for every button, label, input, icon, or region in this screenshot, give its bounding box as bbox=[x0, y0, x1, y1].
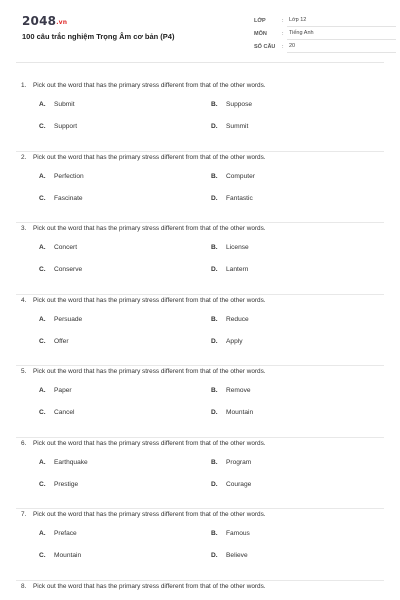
answer-option[interactable] bbox=[39, 409, 75, 416]
answer-option[interactable] bbox=[211, 266, 248, 273]
option-text: Program bbox=[226, 458, 252, 466]
worksheet-meta bbox=[254, 14, 396, 53]
answer-option[interactable] bbox=[211, 409, 253, 416]
option-letter: C. bbox=[39, 552, 46, 559]
question-item bbox=[16, 581, 384, 600]
answer-option[interactable] bbox=[211, 316, 249, 323]
question-text: Pick out the word that has the primary stress different from that of the other words. bbox=[33, 439, 266, 447]
question-number: 5. bbox=[21, 368, 27, 375]
option-text: Paper bbox=[54, 387, 72, 394]
question-number: 3. bbox=[21, 225, 27, 232]
option-text: Mountain bbox=[226, 409, 254, 416]
option-text: Preface bbox=[54, 530, 77, 537]
question-prompt bbox=[16, 581, 384, 590]
option-text: Remove bbox=[226, 387, 251, 394]
answer-option[interactable] bbox=[39, 316, 82, 323]
option-letter: D. bbox=[211, 552, 218, 559]
meta-value: 20 bbox=[287, 41, 396, 53]
question-text: Pick out the word that has the primary stress different from that of the other words. bbox=[33, 296, 266, 304]
question-text: Pick out the word that has the primary stress different from that of the other words. bbox=[33, 82, 266, 89]
option-letter: B. bbox=[211, 101, 218, 108]
answer-option[interactable] bbox=[211, 481, 251, 488]
worksheet-title: 100 câu trắc nghiệm Trọng Âm cơ bản (P4) bbox=[22, 32, 175, 41]
option-letter: A. bbox=[39, 315, 46, 323]
question-item bbox=[16, 80, 384, 152]
option-letter: C. bbox=[39, 409, 46, 416]
option-text: License bbox=[226, 244, 249, 251]
logo-suffix: .vn bbox=[56, 19, 68, 26]
option-text: Summit bbox=[226, 123, 249, 130]
option-letter: B. bbox=[211, 530, 218, 537]
question-prompt bbox=[16, 80, 384, 89]
answer-option[interactable] bbox=[39, 552, 81, 559]
question-text: Pick out the word that has the primary stress different from that of the other words. bbox=[33, 153, 266, 161]
answer-options bbox=[16, 101, 384, 145]
option-letter: A. bbox=[39, 244, 46, 251]
answer-option[interactable] bbox=[211, 195, 253, 202]
meta-value: Tiếng Anh bbox=[287, 28, 396, 40]
option-text: Believe bbox=[226, 552, 248, 559]
option-letter: D. bbox=[211, 337, 218, 345]
question-list bbox=[16, 80, 384, 600]
option-letter: D. bbox=[211, 409, 218, 416]
answer-options bbox=[16, 244, 384, 288]
answer-options bbox=[16, 173, 384, 217]
option-letter: B. bbox=[211, 315, 218, 323]
question-prompt bbox=[16, 152, 384, 161]
option-text: Courage bbox=[226, 480, 252, 488]
question-item bbox=[16, 366, 384, 438]
question-prompt bbox=[16, 509, 384, 518]
question-text: Pick out the word that has the primary stress different from that of the other words. bbox=[33, 511, 266, 518]
question-text: Pick out the word that has the primary stress different from that of the other words. bbox=[33, 582, 266, 590]
option-text: Suppose bbox=[226, 101, 253, 108]
meta-row-subject bbox=[254, 27, 396, 40]
answer-options bbox=[16, 530, 384, 574]
meta-row-class bbox=[254, 14, 396, 27]
answer-option[interactable] bbox=[211, 244, 249, 251]
question-item bbox=[16, 223, 384, 295]
option-text: Computer bbox=[226, 172, 255, 180]
question-number: 1. bbox=[21, 82, 27, 89]
meta-label: MÔN bbox=[254, 30, 267, 37]
option-letter: B. bbox=[211, 387, 218, 394]
question-item bbox=[16, 438, 384, 510]
option-text: Support bbox=[54, 123, 78, 130]
option-text: Famous bbox=[226, 530, 250, 537]
option-text: Lantern bbox=[226, 266, 249, 273]
option-text: Offer bbox=[54, 337, 69, 345]
question-number: 6. bbox=[21, 439, 27, 447]
answer-option[interactable] bbox=[39, 123, 77, 130]
answer-option[interactable] bbox=[39, 530, 77, 537]
answer-option[interactable] bbox=[211, 173, 255, 180]
question-number: 7. bbox=[21, 511, 27, 518]
option-letter: B. bbox=[211, 172, 218, 180]
option-text: Submit bbox=[54, 101, 75, 108]
answer-option[interactable] bbox=[211, 387, 251, 394]
meta-separator: : bbox=[282, 30, 284, 37]
answer-options bbox=[16, 316, 384, 360]
option-text: Fascinate bbox=[54, 194, 83, 202]
option-letter: D. bbox=[211, 123, 218, 130]
meta-separator: : bbox=[282, 17, 284, 24]
answer-option[interactable] bbox=[39, 266, 82, 273]
question-prompt bbox=[16, 295, 384, 304]
question-text: Pick out the word that has the primary stress different from that of the other words. bbox=[33, 225, 266, 232]
answer-option[interactable] bbox=[39, 195, 83, 202]
site-logo[interactable] bbox=[22, 14, 67, 28]
meta-row-question-count bbox=[254, 40, 396, 53]
answer-option[interactable] bbox=[39, 459, 88, 466]
option-text: Persuade bbox=[54, 315, 83, 323]
answer-option[interactable] bbox=[211, 338, 243, 345]
meta-separator: : bbox=[282, 43, 284, 50]
question-item bbox=[16, 509, 384, 581]
question-item bbox=[16, 152, 384, 224]
option-letter: A. bbox=[39, 172, 46, 180]
option-letter: C. bbox=[39, 123, 46, 130]
answer-option[interactable] bbox=[211, 123, 248, 130]
option-text: Reduce bbox=[226, 315, 249, 323]
question-prompt bbox=[16, 223, 384, 232]
meta-label: LỚP bbox=[254, 17, 266, 24]
answer-option[interactable] bbox=[39, 338, 69, 345]
option-letter: A. bbox=[39, 458, 46, 466]
option-text: Earthquake bbox=[54, 458, 88, 466]
option-text: Prestige bbox=[54, 480, 79, 488]
option-letter: D. bbox=[211, 480, 218, 488]
option-letter: C. bbox=[39, 480, 46, 488]
answer-option[interactable] bbox=[39, 101, 75, 108]
answer-options bbox=[16, 387, 384, 431]
option-letter: D. bbox=[211, 194, 218, 202]
answer-option[interactable] bbox=[39, 481, 78, 488]
question-number: 2. bbox=[21, 153, 27, 161]
question-item bbox=[16, 295, 384, 367]
option-letter: C. bbox=[39, 194, 46, 202]
answer-option[interactable] bbox=[39, 173, 84, 180]
option-text: Mountain bbox=[54, 552, 82, 559]
question-prompt bbox=[16, 438, 384, 447]
option-letter: D. bbox=[211, 266, 218, 273]
question-number: 8. bbox=[21, 582, 27, 590]
question-prompt bbox=[16, 366, 384, 375]
answer-option[interactable] bbox=[211, 530, 250, 537]
logo-text: 2048 bbox=[22, 14, 57, 28]
answer-option[interactable] bbox=[39, 387, 72, 394]
option-text: Conserve bbox=[54, 266, 83, 273]
option-text: Fantastic bbox=[226, 194, 253, 202]
option-text: Perfection bbox=[54, 172, 84, 180]
option-letter: B. bbox=[211, 458, 218, 466]
answer-option[interactable] bbox=[211, 552, 248, 559]
option-text: Concert bbox=[54, 244, 78, 251]
option-letter: A. bbox=[39, 101, 46, 108]
option-letter: C. bbox=[39, 266, 46, 273]
answer-option[interactable] bbox=[39, 244, 77, 251]
answer-option[interactable] bbox=[211, 101, 252, 108]
option-letter: B. bbox=[211, 244, 218, 251]
option-letter: A. bbox=[39, 530, 46, 537]
option-text: Apply bbox=[226, 337, 243, 345]
option-text: Cancel bbox=[54, 409, 75, 416]
meta-value: Lớp 12 bbox=[287, 15, 396, 27]
worksheet-header bbox=[16, 0, 384, 63]
question-text: Pick out the word that has the primary stress different from that of the other words. bbox=[33, 368, 266, 375]
option-letter: A. bbox=[39, 387, 46, 394]
meta-label: SỐ CÂU bbox=[254, 43, 276, 50]
option-letter: C. bbox=[39, 337, 46, 345]
question-number: 4. bbox=[21, 296, 27, 304]
answer-options bbox=[16, 459, 384, 503]
answer-option[interactable] bbox=[211, 459, 251, 466]
